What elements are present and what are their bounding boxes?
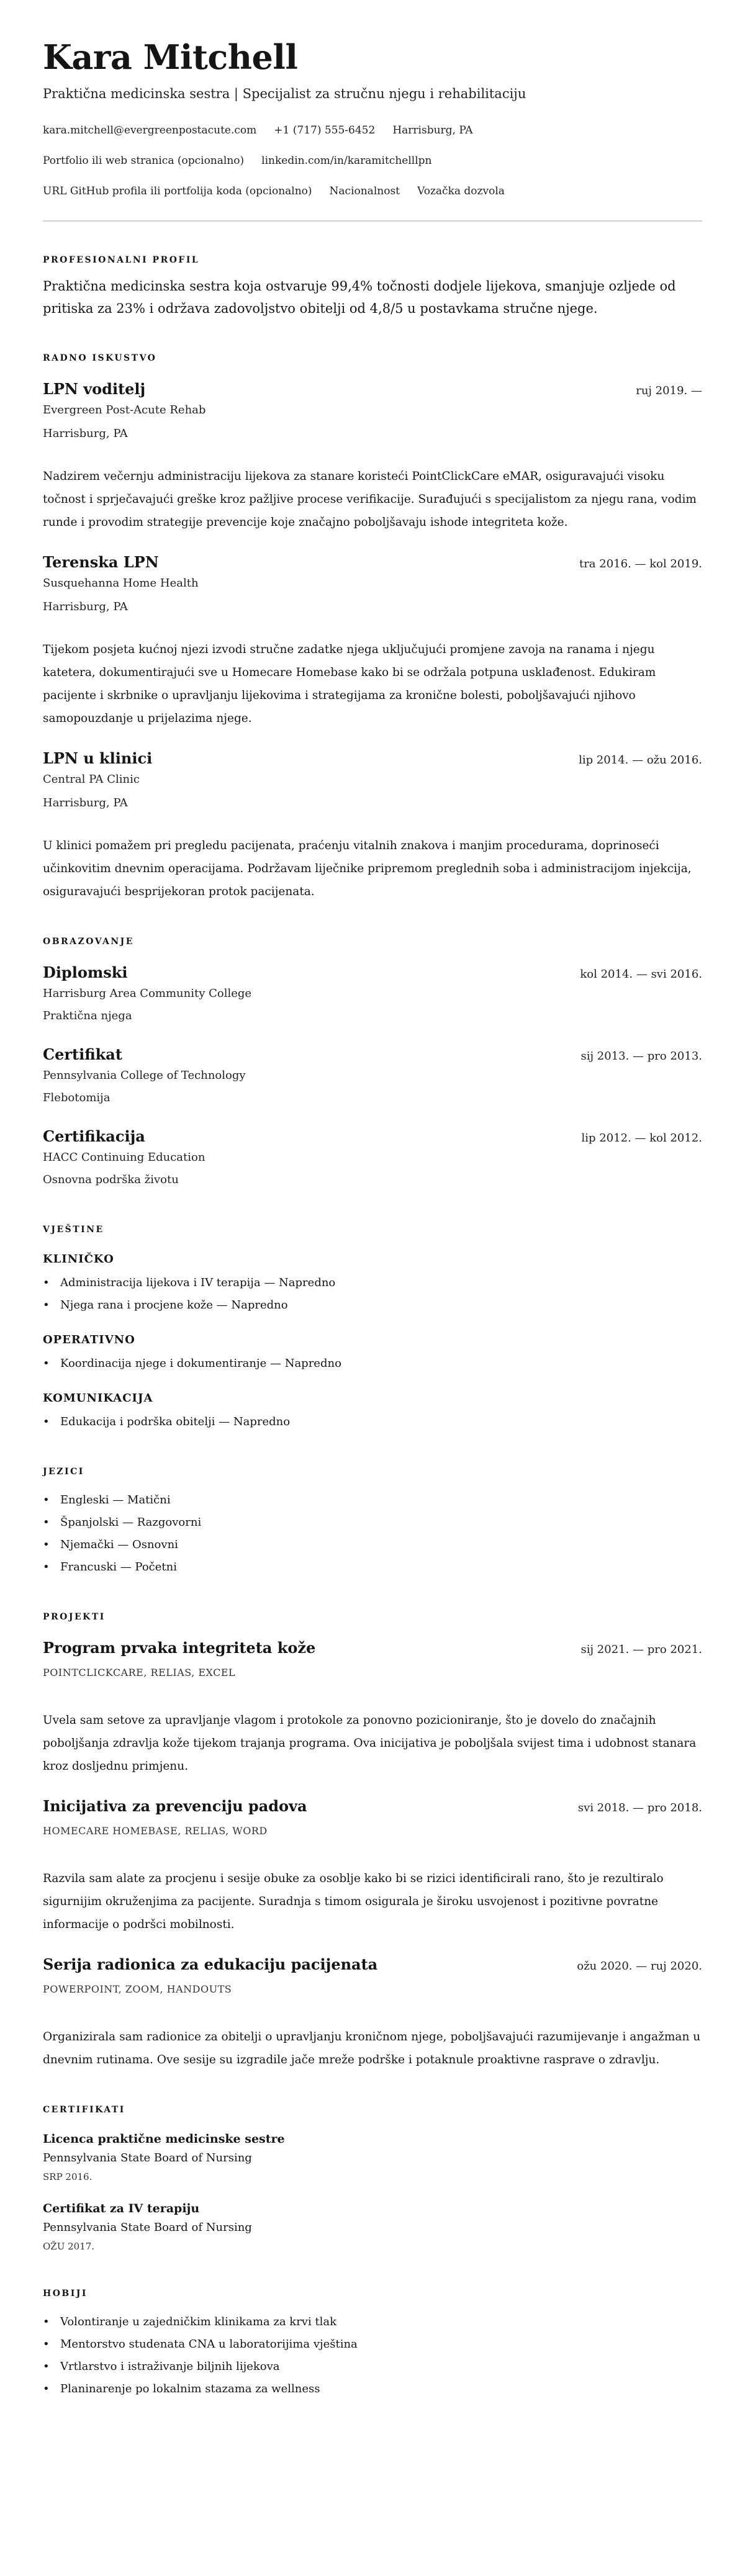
section-title-languages: JEZICI	[43, 1467, 84, 1477]
job-location: Harrisburg, PA	[43, 427, 128, 440]
job-description: Nadzirem večernju administraciju lijekova za stanare koristeći PointClickCare eMAR, osiguravajući visoku točnost i sprječavajući greške kroz pažljive procese verifikacije. Surađujući s specijalistom za njegu rana, vodim runde i provodim strategije prevencije koje značajno poboljšavaju ishode integriteta kože.	[43, 470, 697, 529]
project-entry	[43, 1796, 702, 1936]
company-name: Evergreen Post-Acute Rehab	[43, 403, 206, 417]
project-technologies: POWERPOINT, ZOOM, HANDOUTS	[43, 1983, 232, 1995]
school-name: Pennsylvania College of Technology	[43, 1069, 246, 1082]
entry-header	[43, 1045, 702, 1065]
entry-header	[43, 963, 702, 983]
languages-section	[43, 1466, 702, 1578]
project-entry	[43, 1955, 702, 2071]
job-dates: tra 2016. — kol 2019.	[579, 557, 702, 570]
entry-header	[43, 1796, 702, 1816]
hobbies-list	[43, 2311, 702, 2400]
resume-header	[43, 38, 702, 207]
education-dates: kol 2014. — svi 2016.	[580, 968, 702, 981]
language-item: • Španjolski — Razgovorni	[43, 1511, 702, 1534]
contact-row	[43, 176, 702, 207]
project-description: Uvela sam setove za upravljanje vlagom i protokole za ponovno pozicioniranje, što je dovelo do značajnih poboljšanja zdravlja kože tijekom trajanja programa. Ova inicijativa je poboljšala svijest tima i udobnost stanara kroz dosljednu primjenu.	[43, 1714, 697, 1773]
certification-issuer: Pennsylvania State Board of Nursing	[43, 2221, 252, 2234]
language-item: • Njemački — Osnovni	[43, 1534, 702, 1556]
project-dates: ožu 2020. — ruj 2020.	[577, 1960, 702, 1973]
project-name: Program prvaka integriteta kože	[43, 1639, 316, 1657]
project-name: Inicijativa za prevenciju padova	[43, 1797, 307, 1815]
entry-header	[43, 552, 702, 572]
contact-row	[43, 115, 702, 146]
company-name: Central PA Clinic	[43, 773, 140, 786]
language-item: • Engleski — Matični	[43, 1489, 702, 1511]
education-dates: lip 2012. — kol 2012.	[581, 1132, 702, 1145]
job-location: Harrisburg, PA	[43, 600, 128, 613]
section-title-education: OBRAZOVANJE	[43, 937, 134, 947]
skill-item: • Njega rana i procjene kože — Napredno	[43, 1294, 702, 1317]
section-title-projects: PROJEKTI	[43, 1612, 106, 1622]
section-title-certifications: CERTIFIKATI	[43, 2105, 125, 2115]
hobby-item: • Volontiranje u zajedničkim klinikama za krvi tlak	[43, 2311, 702, 2333]
hobby-item: • Mentorstvo studenata CNA u laboratorijima vještina	[43, 2333, 702, 2356]
project-dates: sij 2021. — pro 2021.	[580, 1643, 702, 1656]
education-entry	[43, 963, 702, 1027]
skill-list	[43, 1272, 702, 1317]
section-title-hobbies: HOBIJI	[43, 2289, 88, 2299]
project-name: Serija radionica za edukaciju pacijenata	[43, 1955, 378, 1973]
contact-item: Portfolio ili web stranica (opcionalno)	[43, 155, 245, 167]
skill-group-title: OPERATIVNO	[43, 1333, 135, 1346]
contact-item: URL GitHub profila ili portfolija koda (opcionalno)	[43, 185, 312, 197]
profile-section	[43, 254, 702, 320]
field-of-study: Osnovna podrška životu	[43, 1173, 179, 1186]
skills-section	[43, 1223, 702, 1433]
skill-item: • Koordinacija njege i dokumentiranje — Napredno	[43, 1353, 702, 1375]
section-title-experience: RADNO ISKUSTVO	[43, 353, 157, 363]
candidate-name: Kara Mitchell	[43, 37, 298, 77]
job-title: LPN u klinici	[43, 749, 153, 767]
experience-entry	[43, 749, 702, 903]
job-title: LPN voditelj	[43, 380, 146, 398]
certifications-section	[43, 2104, 702, 2255]
job-title: Terenska LPN	[43, 553, 159, 571]
contact-item: kara.mitchell@evergreenpostacute.com	[43, 124, 257, 137]
education-section	[43, 935, 702, 1191]
certification-date: SRP 2016.	[43, 2171, 93, 2182]
degree: Certifikat	[43, 1045, 122, 1063]
job-description: Tijekom posjeta kućnoj njezi izvodi stručne zadatke njega uključujući promjene zavoja na ranama i njegu katetera, dokumentirajući sve u Homecare Homebase kako bi se održala potpuna usklađenost. Edukiram pacijente i skrbnike o upravljanju lijekovima i strategijama za kronične bolesti, poboljšavajući njihovo samopouzdanje u prijelazima njege.	[43, 643, 656, 725]
contact-item: Harrisburg, PA	[392, 124, 473, 137]
contact-item: linkedin.com/in/karamitchelllpn	[261, 155, 432, 167]
entry-header	[43, 1127, 702, 1146]
skill-list	[43, 1353, 702, 1375]
candidate-headline: Praktična medicinska sestra | Specijalist za stručnu njegu i rehabilitaciju	[43, 86, 526, 101]
contact-row	[43, 146, 702, 176]
skill-group-title: KOMUNIKACIJA	[43, 1392, 153, 1405]
job-description: U klinici pomažem pri pregledu pacijenata, praćenju vitalnih znakova i manjim procedurama, doprinoseći učinkovitim dnevnim operacijama. Podržavam liječnike pripremom preglednih soba i administracijom injekcija, osiguravajući besprijekoran protok pacijenata.	[43, 839, 692, 898]
project-technologies: POINTCLICKCARE, RELIAS, EXCEL	[43, 1667, 236, 1678]
project-technologies: HOMECARE HOMEBASE, RELIAS, WORD	[43, 1825, 268, 1837]
entry-header	[43, 379, 702, 399]
hobby-item: • Vrtlarstvo i istraživanje biljnih lijekova	[43, 2356, 702, 2378]
job-dates: ruj 2019. —	[636, 384, 702, 397]
job-location: Harrisburg, PA	[43, 796, 128, 809]
header-divider	[43, 220, 702, 222]
skill-item: • Edukacija i podrška obitelji — Napredno	[43, 1411, 702, 1433]
certification-name: Certifikat za IV terapiju	[43, 2202, 200, 2215]
contact-item: Vozačka dozvola	[417, 185, 505, 197]
job-dates: lip 2014. — ožu 2016.	[579, 754, 702, 767]
contact-item: +1 (717) 555-6452	[274, 124, 376, 137]
hobby-item: • Planinarenje po lokalnim stazama za wellness	[43, 2378, 702, 2400]
project-description: Organizirala sam radionice za obitelji o upravljanju kroničnom njege, poboljšavajući razumijevanje i angažman u dnevnim rutinama. Ove sesije su izgradile jače mreže podrške i potaknule proaktivne rasprave o zdravlju.	[43, 2030, 701, 2066]
certification-date: OŽU 2017.	[43, 2241, 95, 2252]
contact-item: Nacionalnost	[329, 185, 400, 197]
contact-info	[43, 115, 702, 207]
certification-issuer: Pennsylvania State Board of Nursing	[43, 2151, 252, 2164]
project-entry	[43, 1638, 702, 1778]
languages-list	[43, 1489, 702, 1578]
certification-entry	[43, 2130, 702, 2186]
section-title-profile: PROFESIONALNI PROFIL	[43, 255, 200, 265]
school-name: Harrisburg Area Community College	[43, 987, 252, 1000]
project-dates: svi 2018. — pro 2018.	[577, 1801, 702, 1814]
certification-name: Licenca praktične medicinske sestre	[43, 2132, 285, 2146]
skill-list	[43, 1411, 702, 1433]
school-name: HACC Continuing Education	[43, 1151, 205, 1164]
experience-entry	[43, 379, 702, 534]
profile-summary: Praktična medicinska sestra koja ostvaruje 99,4% točnosti dodjele lijekova, smanjuje ozljede od pritiska za 23% i održava zadovoljstvo obitelji od 4,8/5 u postavkama stručne njege.	[43, 279, 676, 316]
hobbies-section	[43, 2287, 702, 2400]
field-of-study: Flebotomija	[43, 1091, 111, 1104]
skill-item: • Administracija lijekova i IV terapija — Napredno	[43, 1272, 702, 1294]
education-dates: sij 2013. — pro 2013.	[580, 1050, 702, 1063]
section-title-skills: VJEŠTINE	[43, 1225, 104, 1235]
degree: Certifikacija	[43, 1127, 145, 1145]
degree: Diplomski	[43, 963, 128, 981]
language-item: • Francuski — Početni	[43, 1556, 702, 1578]
skill-group-title: KLINIČKO	[43, 1253, 114, 1266]
projects-section	[43, 1611, 702, 2071]
field-of-study: Praktična njega	[43, 1009, 132, 1022]
education-entry	[43, 1127, 702, 1191]
entry-header	[43, 1638, 702, 1658]
experience-section	[43, 352, 702, 903]
company-name: Susquehanna Home Health	[43, 577, 199, 590]
education-entry	[43, 1045, 702, 1109]
project-description: Razvila sam alate za procjenu i sesije obuke za osoblje kako bi se rizici identificirali rano, što je rezultiralo sigurnijim okruženjima za pacijente. Suradnja s timom osigurala je široku usvojenost i pozitivne povratne informacije o podršci mobilnosti.	[43, 1872, 664, 1931]
entry-header	[43, 1955, 702, 1975]
entry-header	[43, 749, 702, 768]
certification-entry	[43, 2199, 702, 2255]
experience-entry	[43, 552, 702, 730]
